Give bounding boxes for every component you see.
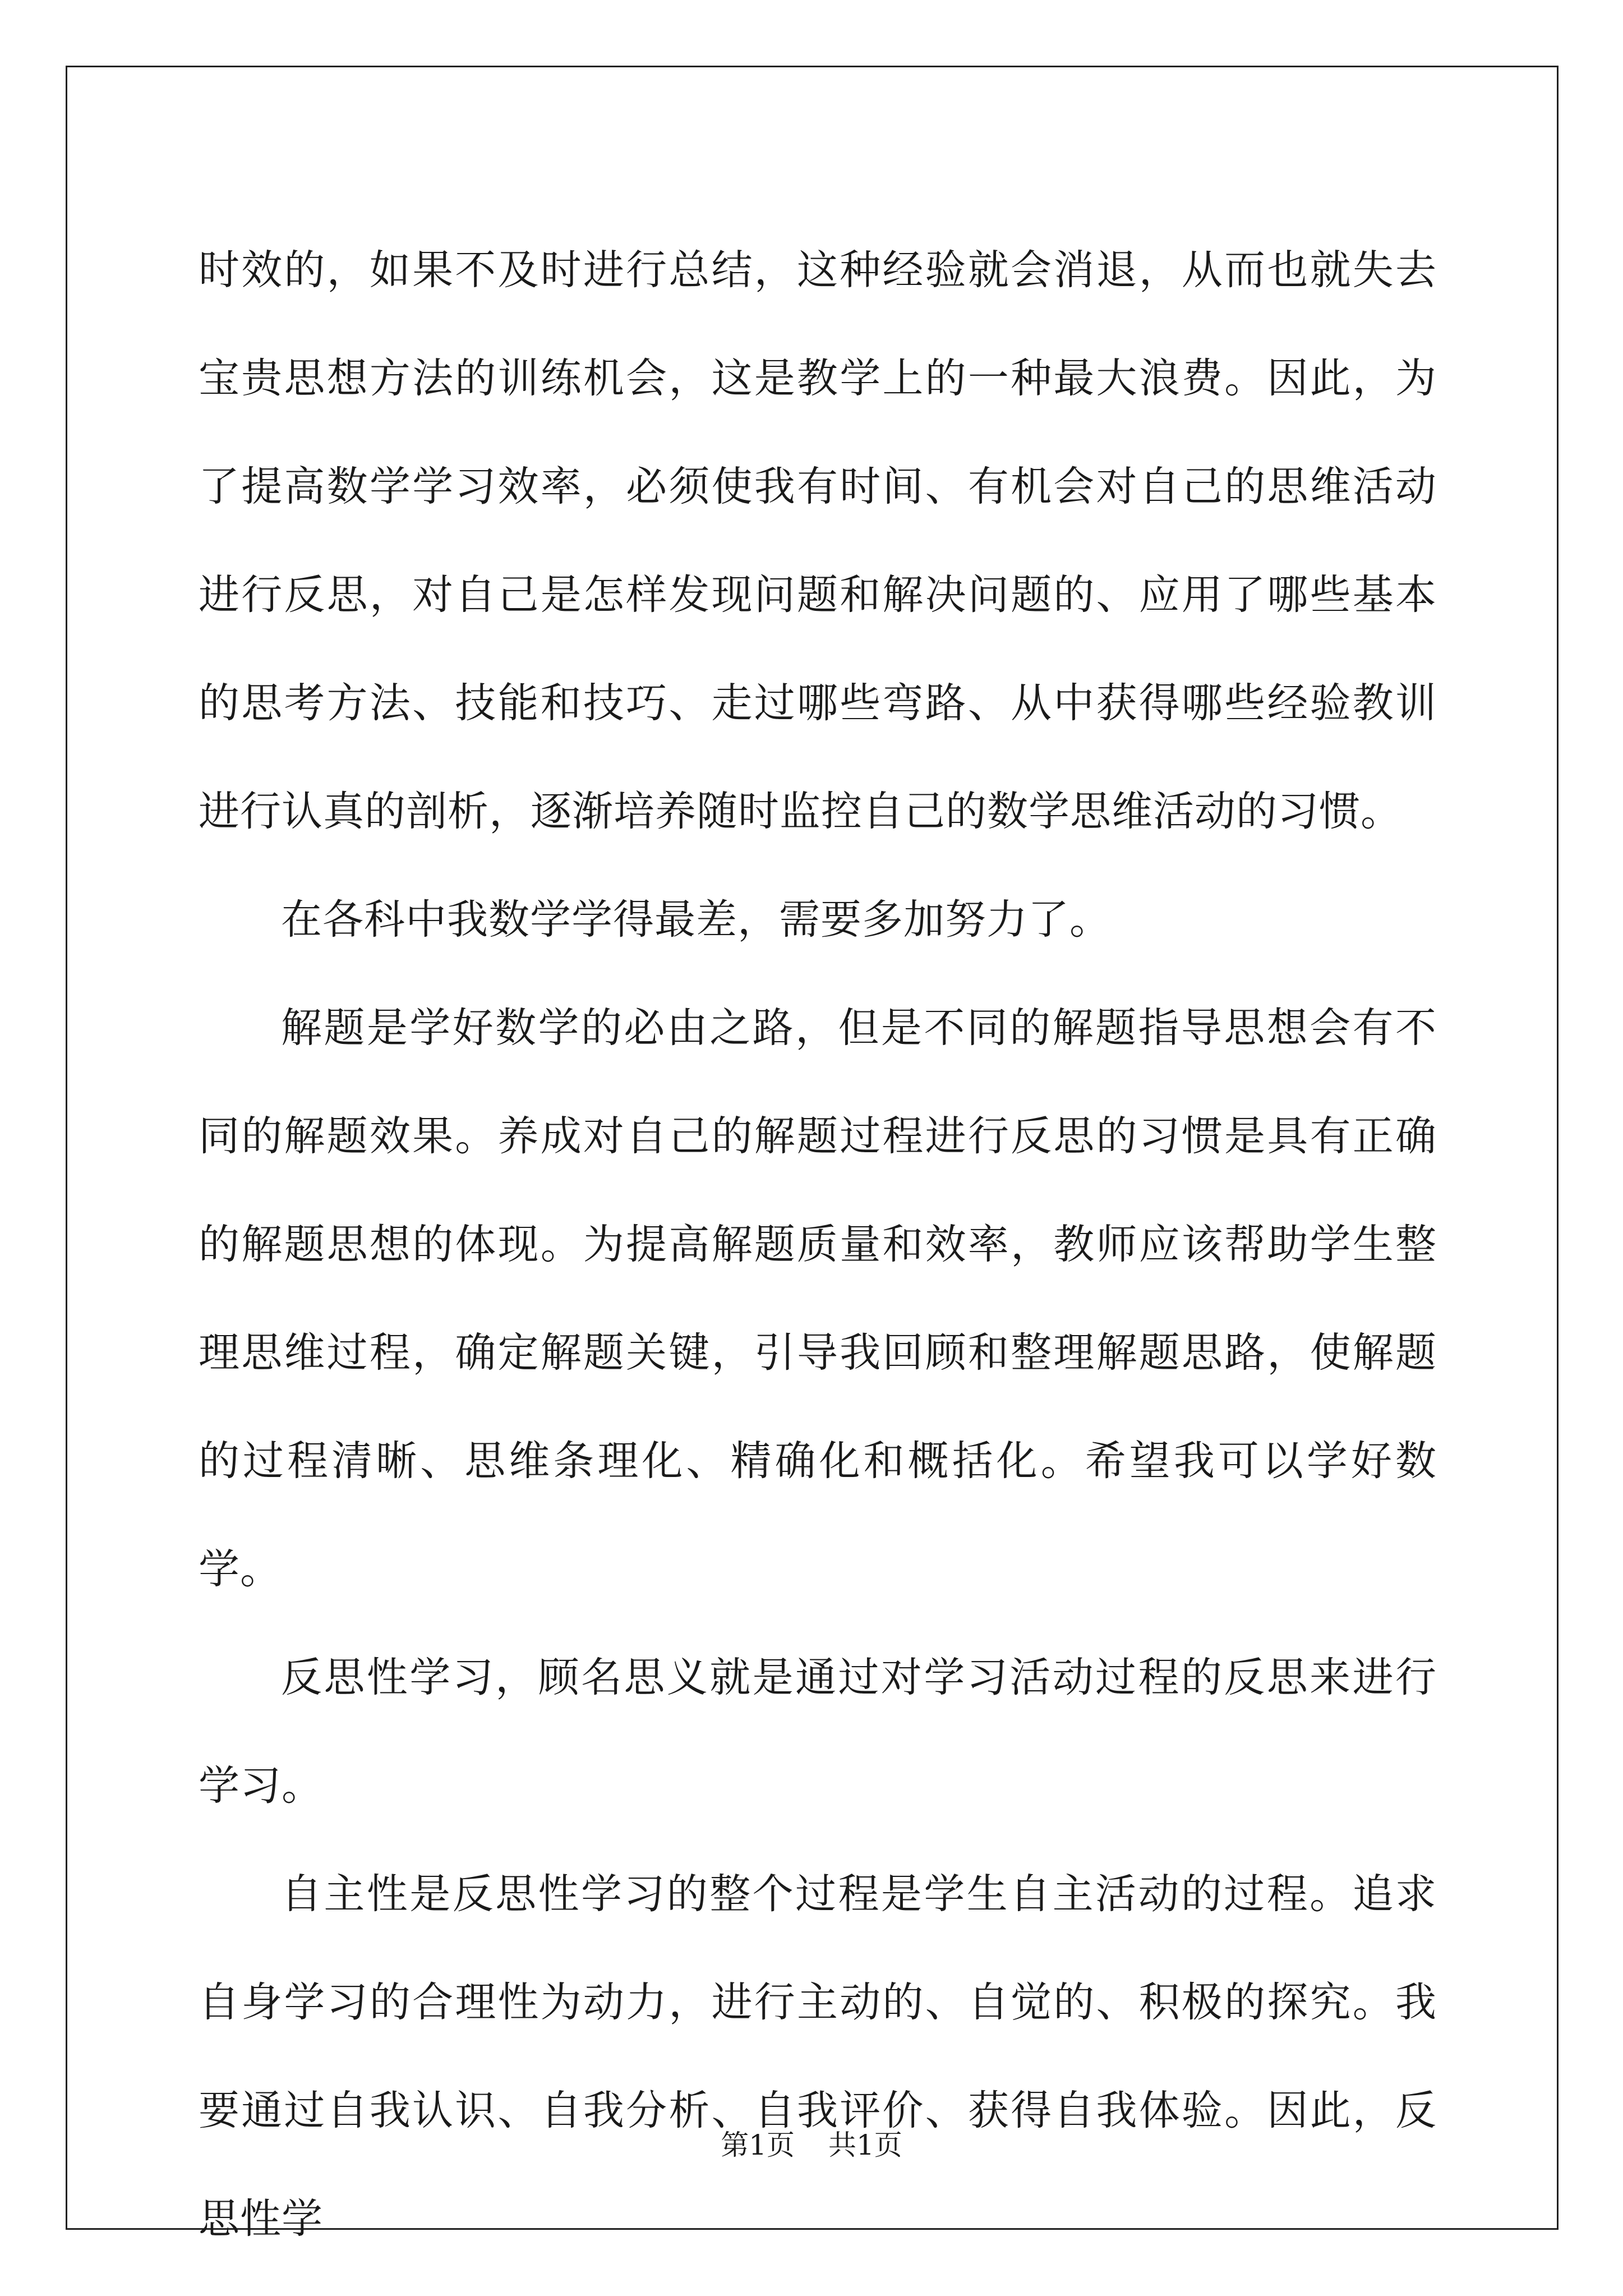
page-number: 第1页	[721, 2129, 795, 2161]
document-body	[199, 216, 1437, 2273]
paragraph: 反思性学习，顾名思义就是通过对学习活动过程的反思来进行学习。	[199, 1654, 1437, 1810]
paragraph: 解题是学好数学的必由之路，但是不同的解题指导思想会有不同的解题效果。养成对自己的解题过程进行反思的习惯是具有正确的解题思想的体现。为提高解题质量和效率，教师应该帮助学生整理思维过程，确定解题关键，引导我回顾和整理解题思路，使解题的过程清晰、思维条理化、精确化和概括化。希望我可以学好数学。	[199, 1004, 1437, 1593]
paragraph-continuation: 时效的，如果不及时进行总结，这种经验就会消退，从而也就失去宝贵思想方法的训练机会，这是教学上的一种最大浪费。因此，为了提高数学学习效率，必须使我有时间、有机会对自己的思维活动进行反思，对自己是怎样发现问题和解决问题的、应用了哪些基本的思考方法、技能和技巧、走过哪些弯路、从中获得哪些经验教训进行认真的剖析，逐渐培养随时监控自己的数学思维活动的习惯。	[199, 246, 1437, 835]
page-total: 共1页	[828, 2129, 902, 2161]
paragraph: 在各科中我数学学得最差，需要多加努力了。	[281, 896, 1111, 944]
paragraph: 自主性是反思性学习的整个过程是学生自主活动的过程。追求自身学习的合理性为动力，进行主动的、自觉的、积极的探究。我要通过自我认识、自我分析、自我评价、获得自我体验。因此，反思性学	[199, 1870, 1437, 2243]
page-footer	[0, 2128, 1623, 2162]
